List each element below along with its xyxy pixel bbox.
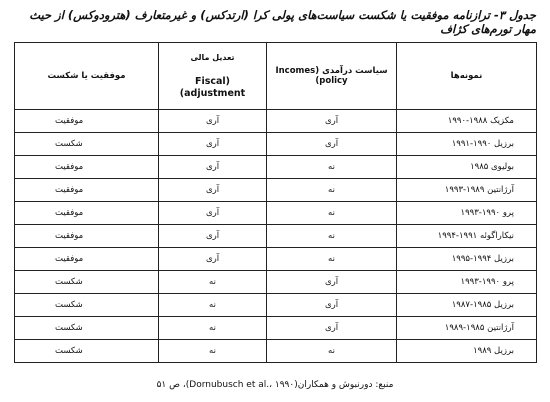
cell-country: پرو ۱۹۹۰-۱۹۹۳ bbox=[397, 202, 537, 225]
cell-income: نه bbox=[267, 225, 397, 248]
cell-result: شکست bbox=[15, 317, 159, 340]
table-row bbox=[15, 317, 537, 340]
cell-country: آرژانتین ۱۹۸۹-۱۹۹۳ bbox=[397, 179, 537, 202]
source-note: منبع: دورنبوش و همکاران(۱۹۹۰ ،.Dornubusch et al)، ص ۵۱ bbox=[156, 380, 394, 390]
cell-income: نه bbox=[267, 248, 397, 271]
cell-result: موفقیت bbox=[15, 248, 159, 271]
header-fiscal-en: Fiscal) (adjustment bbox=[179, 75, 246, 99]
cell-income: آری bbox=[267, 317, 397, 340]
cell-country: آرژانتین ۱۹۸۵-۱۹۸۹ bbox=[397, 317, 537, 340]
cell-country: برزیل ۱۹۸۹ bbox=[397, 340, 537, 363]
header-fiscal-fa: تعدیل مالی bbox=[190, 52, 235, 62]
table-title: جدول ۳- ترازنامه موفقیت یا شکست سیاست‌های پولی کرا (ارتدکس) و غیرمتعارف (هترودوکس) از حیث مهار تورم‌های کژاف bbox=[29, 8, 536, 36]
table-row bbox=[15, 156, 537, 179]
cell-result: موفقیت bbox=[15, 179, 159, 202]
cell-income: آری bbox=[267, 271, 397, 294]
cell-income: آری bbox=[267, 110, 397, 133]
table-row bbox=[15, 179, 537, 202]
cell-fiscal: نه bbox=[159, 340, 267, 363]
cell-result: شکست bbox=[15, 294, 159, 317]
header-fiscal-adjustment bbox=[159, 43, 267, 110]
cell-result: موفقیت bbox=[15, 225, 159, 248]
cell-income: نه bbox=[267, 340, 397, 363]
cell-fiscal: آری bbox=[159, 133, 267, 156]
table-row bbox=[15, 202, 537, 225]
cell-result: شکست bbox=[15, 133, 159, 156]
table-header-row bbox=[15, 43, 537, 110]
cell-fiscal: آری bbox=[159, 248, 267, 271]
cell-country: برزیل ۱۹۹۴-۱۹۹۵ bbox=[397, 248, 537, 271]
cell-income: نه bbox=[267, 179, 397, 202]
cell-result: موفقیت bbox=[15, 110, 159, 133]
policy-table bbox=[14, 42, 537, 363]
cell-country: برزیل ۱۹۹۰-۱۹۹۱ bbox=[397, 133, 537, 156]
cell-fiscal: نه bbox=[159, 271, 267, 294]
cell-result: شکست bbox=[15, 271, 159, 294]
cell-income: نه bbox=[267, 202, 397, 225]
cell-income: آری bbox=[267, 294, 397, 317]
cell-fiscal: آری bbox=[159, 202, 267, 225]
header-income-policy bbox=[267, 43, 397, 110]
cell-country: نیکاراگوئه ۱۹۹۱-۱۹۹۴ bbox=[397, 225, 537, 248]
cell-fiscal: آری bbox=[159, 179, 267, 202]
cell-result: موفقیت bbox=[15, 202, 159, 225]
cell-fiscal: آری bbox=[159, 225, 267, 248]
cell-income: آری bbox=[267, 133, 397, 156]
cell-fiscal: آری bbox=[159, 156, 267, 179]
table-row bbox=[15, 294, 537, 317]
header-income-label: سیاست درآمدی (Incomes policy) bbox=[275, 66, 388, 86]
cell-fiscal: آری bbox=[159, 110, 267, 133]
cell-fiscal: نه bbox=[159, 317, 267, 340]
cell-country: مکزیک ۱۹۸۸-۱۹۹۰ bbox=[397, 110, 537, 133]
table-row bbox=[15, 110, 537, 133]
cell-country: بولیوی ۱۹۸۵ bbox=[397, 156, 537, 179]
cell-country: برزیل ۱۹۸۵-۱۹۸۷ bbox=[397, 294, 537, 317]
cell-fiscal: نه bbox=[159, 294, 267, 317]
cell-income: نه bbox=[267, 156, 397, 179]
header-country: نمونه‌ها bbox=[397, 43, 537, 110]
cell-country: پرو ۱۹۹۰-۱۹۹۳ bbox=[397, 271, 537, 294]
header-result: موفقیت یا شکست bbox=[15, 43, 159, 110]
cell-result: شکست bbox=[15, 340, 159, 363]
table-row bbox=[15, 133, 537, 156]
table-row bbox=[15, 340, 537, 363]
table-row bbox=[15, 248, 537, 271]
cell-result: موفقیت bbox=[15, 156, 159, 179]
table-row bbox=[15, 225, 537, 248]
table-row bbox=[15, 271, 537, 294]
